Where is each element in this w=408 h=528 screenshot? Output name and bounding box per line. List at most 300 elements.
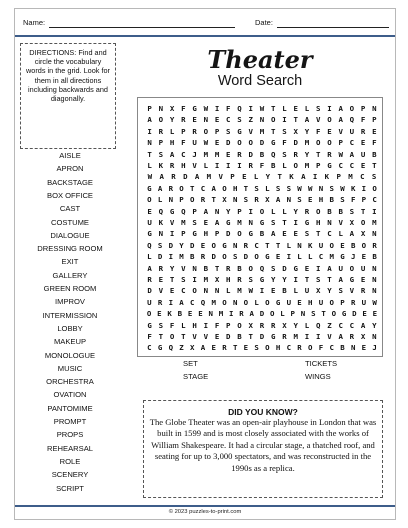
grid-letter[interactable]: T — [277, 172, 282, 182]
grid-letter[interactable]: N — [158, 104, 164, 113]
grid-letter[interactable]: P — [179, 195, 184, 205]
grid-letter[interactable]: A — [203, 206, 209, 216]
grid-letter[interactable]: L — [253, 172, 259, 182]
grid-letter[interactable]: R — [271, 320, 276, 330]
grid-letter[interactable]: T — [211, 195, 216, 205]
grid-letter[interactable]: V — [203, 332, 209, 341]
grid-letter[interactable]: H — [203, 229, 209, 239]
grid-letter[interactable]: R — [169, 161, 175, 170]
grid-letter[interactable]: C — [181, 286, 186, 296]
grid-letter[interactable]: E — [157, 309, 162, 319]
grid-letter[interactable]: R — [248, 161, 253, 170]
grid-letter[interactable]: E — [226, 149, 231, 159]
grid-letter[interactable]: P — [237, 206, 242, 216]
grid-letter[interactable]: W — [147, 172, 153, 182]
grid-letter[interactable]: L — [338, 229, 343, 239]
grid-letter[interactable]: D — [147, 286, 152, 296]
grid-letter[interactable]: R — [360, 126, 366, 136]
grid-letter[interactable]: A — [249, 309, 254, 319]
grid-letter[interactable]: S — [340, 195, 345, 205]
grid-letter[interactable]: L — [297, 252, 302, 262]
grid-letter[interactable]: I — [226, 161, 231, 170]
grid-letter[interactable]: B — [340, 343, 345, 353]
grid-letter[interactable]: B — [259, 149, 265, 159]
grid-letter[interactable]: A — [159, 172, 164, 182]
grid-letter[interactable]: A — [338, 275, 343, 284]
grid-letter[interactable]: T — [190, 183, 195, 193]
grid-letter[interactable]: B — [271, 161, 276, 170]
grid-letter[interactable]: B — [372, 252, 377, 262]
grid-letter[interactable]: W — [308, 183, 313, 193]
grid-letter[interactable]: R — [282, 332, 287, 341]
grid-letter[interactable]: M — [218, 309, 224, 319]
grid-letter[interactable]: R — [237, 149, 242, 159]
grid-letter[interactable]: X — [282, 320, 287, 330]
grid-letter[interactable]: D — [248, 149, 253, 159]
grid-letter[interactable]: R — [293, 149, 298, 159]
grid-letter[interactable]: B — [327, 206, 332, 216]
grid-letter[interactable]: E — [214, 115, 220, 125]
grid-letter[interactable]: A — [338, 332, 343, 341]
grid-letter[interactable]: R — [360, 286, 366, 296]
grid-letter[interactable]: C — [181, 149, 186, 159]
grid-letter[interactable]: Q — [349, 115, 355, 125]
grid-letter[interactable]: E — [147, 206, 152, 216]
grid-letter[interactable]: B — [237, 263, 242, 273]
grid-letter[interactable]: O — [222, 252, 227, 262]
grid-letter[interactable]: I — [192, 275, 197, 284]
grid-letter[interactable]: T — [271, 104, 276, 113]
grid-letter[interactable]: R — [243, 240, 249, 250]
grid-letter[interactable]: G — [349, 275, 355, 284]
grid-letter[interactable]: B — [329, 195, 334, 205]
grid-letter[interactable]: E — [297, 297, 302, 307]
grid-letter[interactable]: O — [146, 309, 152, 319]
grid-letter[interactable]: S — [304, 229, 310, 239]
grid-letter[interactable]: O — [360, 218, 366, 227]
grid-letter[interactable]: I — [169, 229, 175, 239]
grid-letter[interactable]: G — [259, 218, 265, 227]
grid-letter[interactable]: C — [349, 138, 355, 148]
grid-letter[interactable]: P — [315, 161, 321, 170]
grid-letter[interactable]: F — [360, 115, 366, 125]
grid-letter[interactable]: P — [158, 138, 164, 148]
grid-letter[interactable]: N — [259, 115, 265, 125]
grid-letter[interactable]: L — [304, 104, 310, 113]
grid-letter[interactable]: O — [265, 297, 270, 307]
grid-letter[interactable]: V — [192, 161, 197, 170]
grid-letter[interactable]: A — [200, 343, 206, 353]
grid-letter[interactable]: D — [226, 138, 231, 148]
grid-letter[interactable]: E — [275, 252, 281, 262]
grid-letter[interactable]: S — [282, 126, 287, 136]
grid-letter[interactable]: Y — [226, 206, 231, 216]
grid-letter[interactable]: X — [349, 218, 355, 227]
grid-letter[interactable]: W — [372, 297, 377, 307]
grid-letter[interactable]: R — [254, 195, 259, 205]
grid-letter[interactable]: X — [293, 126, 298, 136]
grid-letter[interactable]: Z — [179, 343, 184, 353]
grid-letter[interactable]: Y — [282, 275, 287, 284]
grid-letter[interactable]: K — [158, 218, 164, 227]
grid-letter[interactable]: R — [181, 115, 186, 125]
grid-letter[interactable]: U — [318, 240, 324, 250]
grid-letter[interactable]: O — [254, 252, 259, 262]
grid-letter[interactable]: E — [360, 138, 366, 148]
grid-letter[interactable]: F — [226, 104, 231, 113]
grid-letter[interactable]: G — [271, 332, 276, 341]
grid-letter[interactable]: N — [372, 263, 377, 273]
grid-letter[interactable]: B — [190, 252, 195, 262]
grid-letter[interactable]: M — [304, 161, 310, 170]
grid-letter[interactable]: P — [340, 297, 345, 307]
grid-letter[interactable]: H — [192, 320, 197, 330]
grid-letter[interactable]: C — [349, 320, 355, 330]
grid-letter[interactable]: T — [232, 343, 238, 353]
grid-letter[interactable]: O — [243, 297, 249, 307]
grid-letter[interactable]: W — [203, 138, 209, 148]
grid-letter[interactable]: B — [259, 229, 265, 239]
grid-letter[interactable]: O — [203, 126, 209, 136]
grid-letter[interactable]: X — [214, 275, 220, 284]
grid-letter[interactable]: G — [327, 161, 332, 170]
grid-letter[interactable]: G — [259, 275, 265, 284]
grid-letter[interactable]: L — [282, 161, 287, 170]
grid-letter[interactable]: I — [286, 252, 292, 262]
grid-letter[interactable]: D — [352, 309, 357, 319]
grid-letter[interactable]: E — [372, 126, 377, 136]
grid-letter[interactable]: J — [350, 252, 356, 262]
grid-letter[interactable]: S — [349, 206, 355, 216]
grid-letter[interactable]: J — [192, 149, 197, 159]
grid-letter[interactable]: B — [237, 332, 242, 341]
grid-letter[interactable]: E — [271, 286, 276, 296]
grid-letter[interactable]: V — [315, 115, 321, 125]
grid-letter[interactable]: N — [350, 343, 356, 353]
grid-letter[interactable]: E — [158, 275, 164, 284]
grid-letter[interactable]: X — [248, 320, 253, 330]
grid-letter[interactable]: Q — [168, 343, 174, 353]
grid-letter[interactable]: R — [327, 149, 332, 159]
grid-letter[interactable]: V — [218, 172, 223, 182]
grid-letter[interactable]: E — [169, 286, 175, 296]
grid-letter[interactable]: C — [338, 161, 343, 170]
grid-letter[interactable]: R — [222, 343, 227, 353]
grid-letter[interactable]: M — [211, 297, 216, 307]
grid-letter[interactable]: E — [360, 161, 366, 170]
grid-letter[interactable]: L — [265, 183, 270, 193]
grid-letter[interactable]: C — [190, 297, 195, 307]
grid-letter[interactable]: T — [147, 149, 152, 159]
grid-letter[interactable]: T — [181, 332, 186, 341]
grid-letter[interactable]: Y — [304, 149, 310, 159]
grid-letter[interactable]: T — [243, 183, 249, 193]
grid-letter[interactable]: R — [200, 252, 206, 262]
grid-letter[interactable]: K — [324, 172, 330, 182]
grid-letter[interactable]: N — [327, 218, 332, 227]
grid-letter[interactable]: S — [311, 309, 316, 319]
grid-letter[interactable]: L — [293, 286, 298, 296]
grid-letter[interactable]: I — [237, 161, 242, 170]
grid-letter[interactable]: D — [259, 309, 265, 319]
grid-letter[interactable]: E — [243, 343, 249, 353]
grid-letter[interactable]: I — [214, 104, 220, 113]
grid-letter[interactable]: G — [293, 263, 298, 273]
grid-letter[interactable]: N — [203, 115, 209, 125]
grid-letter[interactable]: O — [265, 343, 270, 353]
grid-letter[interactable]: L — [203, 161, 209, 170]
grid-letter[interactable]: M — [293, 332, 298, 341]
grid-letter[interactable]: A — [275, 195, 281, 205]
grid-letter[interactable]: T — [327, 275, 332, 284]
grid-letter[interactable]: O — [248, 263, 253, 273]
grid-letter[interactable]: O — [237, 229, 242, 239]
grid-letter[interactable]: A — [301, 172, 306, 182]
grid-letter[interactable]: L — [254, 297, 259, 307]
grid-letter[interactable]: Q — [181, 206, 186, 216]
grid-letter[interactable]: U — [147, 297, 152, 307]
grid-letter[interactable]: E — [200, 240, 206, 250]
grid-letter[interactable]: S — [275, 183, 281, 193]
grid-letter[interactable]: O — [248, 138, 253, 148]
grid-letter[interactable]: P — [360, 104, 366, 113]
grid-letter[interactable]: Y — [293, 320, 298, 330]
grid-letter[interactable]: P — [361, 195, 367, 205]
grid-letter[interactable]: T — [315, 149, 321, 159]
grid-letter[interactable]: F — [372, 138, 377, 148]
grid-letter[interactable]: S — [232, 252, 238, 262]
grid-letter[interactable]: O — [327, 138, 332, 148]
grid-letter[interactable]: P — [338, 138, 343, 148]
grid-letter[interactable]: X — [169, 104, 175, 113]
grid-letter[interactable]: Z — [248, 115, 253, 125]
grid-letter[interactable]: I — [361, 183, 367, 193]
grid-letter[interactable]: F — [147, 332, 152, 341]
grid-letter[interactable]: S — [329, 183, 334, 193]
grid-letter[interactable]: T — [304, 275, 310, 284]
grid-letter[interactable]: E — [362, 309, 367, 319]
grid-letter[interactable]: R — [171, 172, 176, 182]
grid-letter[interactable]: T — [315, 229, 321, 239]
grid-letter[interactable]: I — [293, 275, 298, 284]
grid-letter[interactable]: S — [157, 240, 163, 250]
grid-letter[interactable]: A — [157, 183, 163, 193]
grid-letter[interactable]: I — [312, 172, 318, 182]
grid-letter[interactable]: O — [349, 263, 355, 273]
grid-letter[interactable]: D — [226, 229, 231, 239]
grid-letter[interactable]: C — [147, 343, 152, 353]
grid-letter[interactable]: G — [222, 240, 227, 250]
grid-letter[interactable]: T — [248, 332, 253, 341]
grid-letter[interactable]: B — [203, 263, 209, 273]
grid-letter[interactable]: A — [194, 172, 200, 182]
grid-letter[interactable]: N — [192, 263, 197, 273]
grid-letter[interactable]: V — [181, 263, 186, 273]
grid-letter[interactable]: L — [226, 286, 231, 296]
grid-letter[interactable]: R — [304, 206, 310, 216]
grid-letter[interactable]: D — [211, 252, 216, 262]
grid-letter[interactable]: N — [297, 240, 302, 250]
grid-letter[interactable]: O — [259, 206, 265, 216]
grid-letter[interactable]: S — [243, 195, 249, 205]
grid-letter[interactable]: C — [254, 240, 259, 250]
grid-letter[interactable]: O — [222, 297, 227, 307]
grid-letter[interactable]: H — [226, 275, 231, 284]
grid-letter[interactable]: P — [336, 172, 341, 182]
grid-letter[interactable]: A — [271, 229, 276, 239]
grid-letter[interactable]: E — [308, 195, 313, 205]
grid-letter[interactable]: C — [286, 343, 292, 353]
grid-letter[interactable]: D — [259, 332, 265, 341]
grid-letter[interactable]: T — [321, 309, 326, 319]
grid-letter[interactable]: X — [315, 286, 321, 296]
grid-letter[interactable]: R — [192, 126, 197, 136]
grid-letter[interactable]: L — [271, 206, 276, 216]
grid-letter[interactable]: T — [271, 126, 276, 136]
grid-letter[interactable]: T — [265, 240, 270, 250]
grid-letter[interactable]: P — [192, 206, 197, 216]
grid-letter[interactable]: E — [361, 252, 367, 262]
grid-letter[interactable]: K — [308, 240, 313, 250]
grid-letter[interactable]: R — [168, 183, 174, 193]
grid-letter[interactable]: A — [147, 263, 152, 273]
grid-letter[interactable]: I — [259, 286, 265, 296]
grid-letter[interactable]: R — [237, 275, 242, 284]
grid-letter[interactable]: P — [226, 320, 231, 330]
grid-letter[interactable]: U — [349, 126, 355, 136]
grid-letter[interactable]: V — [349, 286, 355, 296]
grid-letter[interactable]: A — [304, 115, 310, 125]
grid-letter[interactable]: R — [158, 263, 164, 273]
grid-letter[interactable]: O — [308, 343, 313, 353]
grid-letter[interactable]: X — [360, 332, 366, 341]
grid-letter[interactable]: D — [259, 138, 265, 148]
grid-letter[interactable]: S — [237, 115, 242, 125]
grid-letter[interactable]: E — [293, 229, 298, 239]
grid-letter[interactable]: G — [226, 218, 231, 227]
grid-letter[interactable]: T — [169, 275, 175, 284]
grid-letter[interactable]: N — [372, 275, 377, 284]
grid-letter[interactable]: A — [338, 104, 343, 113]
grid-letter[interactable]: O — [158, 115, 164, 125]
grid-letter[interactable]: S — [248, 275, 253, 284]
grid-letter[interactable]: F — [259, 161, 265, 170]
grid-letter[interactable]: V — [327, 332, 332, 341]
grid-letter[interactable]: T — [372, 161, 377, 170]
grid-letter[interactable]: L — [282, 206, 287, 216]
grid-letter[interactable]: H — [318, 195, 324, 205]
grid-letter[interactable]: Y — [265, 172, 271, 182]
grid-letter[interactable]: F — [282, 138, 287, 148]
grid-letter[interactable]: I — [214, 161, 220, 170]
grid-letter[interactable]: L — [169, 126, 175, 136]
grid-letter[interactable]: N — [372, 286, 377, 296]
grid-letter[interactable]: V — [338, 126, 343, 136]
grid-letter[interactable]: O — [179, 183, 184, 193]
grid-letter[interactable]: Z — [327, 320, 332, 330]
grid-letter[interactable]: H — [275, 343, 281, 353]
grid-letter[interactable]: F — [214, 320, 220, 330]
grid-letter[interactable]: G — [147, 183, 152, 193]
grid-letter[interactable]: G — [341, 309, 347, 319]
grid-letter[interactable]: E — [198, 309, 203, 319]
grid-letter[interactable]: D — [226, 332, 231, 341]
grid-letter[interactable]: H — [181, 161, 186, 170]
grid-letter[interactable]: I — [228, 309, 234, 319]
grid-letter[interactable]: Q — [315, 320, 321, 330]
grid-letter[interactable]: Y — [271, 275, 276, 284]
grid-letter[interactable]: I — [168, 252, 174, 262]
grid-letter[interactable]: N — [214, 206, 220, 216]
grid-letter[interactable]: C — [372, 195, 377, 205]
grid-letter[interactable]: R — [259, 320, 265, 330]
grid-letter[interactable]: M — [372, 218, 377, 227]
grid-letter[interactable]: L — [308, 252, 313, 262]
grid-letter[interactable]: G — [169, 206, 175, 216]
grid-letter[interactable]: L — [280, 309, 285, 319]
grid-letter[interactable]: I — [248, 104, 253, 113]
grid-letter[interactable]: G — [192, 104, 197, 113]
grid-letter[interactable]: V — [158, 286, 164, 296]
grid-letter[interactable]: M — [203, 149, 209, 159]
grid-letter[interactable]: M — [237, 286, 242, 296]
grid-letter[interactable]: K — [289, 172, 294, 182]
grid-letter[interactable]: U — [286, 297, 292, 307]
grid-letter[interactable]: Y — [169, 115, 175, 125]
grid-letter[interactable]: R — [349, 332, 355, 341]
grid-letter[interactable]: T — [214, 263, 220, 273]
grid-letter[interactable]: T — [360, 206, 366, 216]
grid-letter[interactable]: R — [239, 309, 244, 319]
grid-letter[interactable]: I — [372, 206, 377, 216]
grid-letter[interactable]: N — [208, 309, 213, 319]
grid-letter[interactable]: B — [177, 309, 183, 319]
grid-letter[interactable]: V — [248, 126, 253, 136]
grid-letter[interactable]: S — [271, 263, 276, 273]
grid-letter[interactable]: S — [158, 320, 164, 330]
grid-letter[interactable]: W — [248, 286, 253, 296]
grid-letter[interactable]: M — [259, 126, 265, 136]
grid-letter[interactable]: N — [248, 218, 253, 227]
grid-letter[interactable]: U — [360, 149, 366, 159]
grid-letter[interactable]: E — [340, 240, 345, 250]
grid-letter[interactable]: Q — [259, 263, 265, 273]
grid-letter[interactable]: L — [181, 320, 186, 330]
grid-letter[interactable]: U — [361, 297, 367, 307]
grid-letter[interactable]: S — [271, 218, 276, 227]
grid-letter[interactable]: E — [372, 309, 378, 319]
grid-letter[interactable]: G — [275, 297, 281, 307]
grid-letter[interactable]: G — [340, 252, 345, 262]
grid-letter[interactable]: K — [350, 183, 356, 193]
grid-letter[interactable]: R — [297, 343, 302, 353]
grid-letter[interactable]: S — [158, 149, 164, 159]
grid-letter[interactable]: D — [183, 172, 188, 182]
grid-letter[interactable]: G — [157, 343, 163, 353]
grid-letter[interactable]: O — [329, 297, 334, 307]
grid-letter[interactable]: R — [200, 195, 206, 205]
grid-letter[interactable]: G — [265, 252, 270, 262]
grid-letter[interactable]: T — [282, 218, 287, 227]
grid-letter[interactable]: E — [293, 104, 298, 113]
grid-letter[interactable]: C — [360, 172, 365, 182]
grid-letter[interactable]: Q — [147, 240, 152, 250]
grid-letter[interactable]: C — [226, 115, 231, 125]
grid-letter[interactable]: A — [147, 115, 152, 125]
grid-letter[interactable]: T — [293, 115, 298, 125]
grid-letter[interactable]: I — [203, 320, 209, 330]
grid-letter[interactable]: P — [290, 309, 295, 319]
